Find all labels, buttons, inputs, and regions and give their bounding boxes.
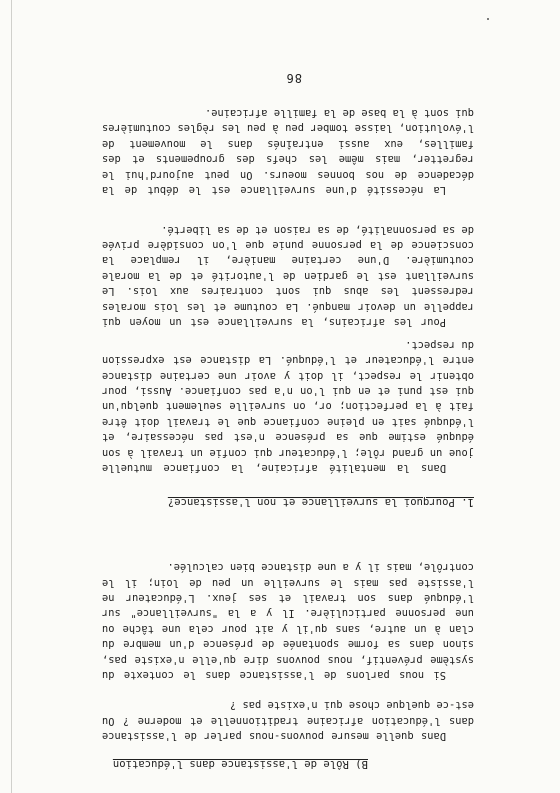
text-column [102, 0, 474, 793]
page-number: 86 [285, 71, 302, 85]
question-heading: 1. Pourquoi la surveillance et non l'assistance? [167, 496, 474, 508]
page-edge-line [11, 0, 12, 793]
intro-paragraph: Dans quelle mesure pouvons-nous parler de l'assistance dans l'éducation africaine traditionnelle et moderne ? Ou est-ce quelque chose qui n'existe pas ? [102, 699, 474, 742]
body-paragraph-2: Pour les africains, la surveillance est un moyen qui rappelle un devoir manqué. La coutume et les lois morales redressent les abus qui sont contraires aux lois. Le surveillant est le gardien de l'autorité et de la morale coutumière. D'une certaine manière, il remplace la conscience de la personne punie que l'on considère privée de sa personnalité, de sa raison et de sa liberté. [102, 223, 474, 328]
section-title: B) Rôle de l'assistance dans l'éducation [112, 758, 368, 770]
body-paragraph-3: La nécessité d'une surveillance est le début de la décadence de nos bonnes moeurs. On peut aujourd'hui le regretter, mais même les chefs des groupements et des familles, eux aussi entraînés dans le mouvement de l'évolution, laisse tomber peu à peu les règles coutumières qui sont à la base de la famille africaine. [102, 106, 474, 196]
body-paragraph-1: Dans la mentalité africaine, la confiance mutuelle joue un grand rôle; l'éducateur qui confie un travail à son éduqué estime que sa présence n'est pas nécessaire, et l'éduqué sait en pleine confiance que le travail doit être fait à la perfection; or, on surveille seulement quelqu'un qui est puni et en qui l'on n'a pas confiance. Aussi, pour obtenir le respect, il doit y avoir une certaine distance entre l'éducateur et l'éduqué. La distance est expression du respect. [102, 338, 474, 474]
margin-dot [487, 18, 489, 20]
context-paragraph: Si nous parlons de l'assistance dans le contexte du système préventif, nous pouvons dire qu'elle n'existe pas, sinon dans sa forme spontanée de présence d'un membre du clan à un autre, sans qu'il y ait pour cela une tâche ou une personne particulière. Il y a la "surveillance" sur l'éduqué dans son travail et ses jeux. L'éducateur ne l'assiste pas mais le surveille un peu de loin; il le contrôle, mais il y a une distance bien calculée. [102, 561, 474, 681]
